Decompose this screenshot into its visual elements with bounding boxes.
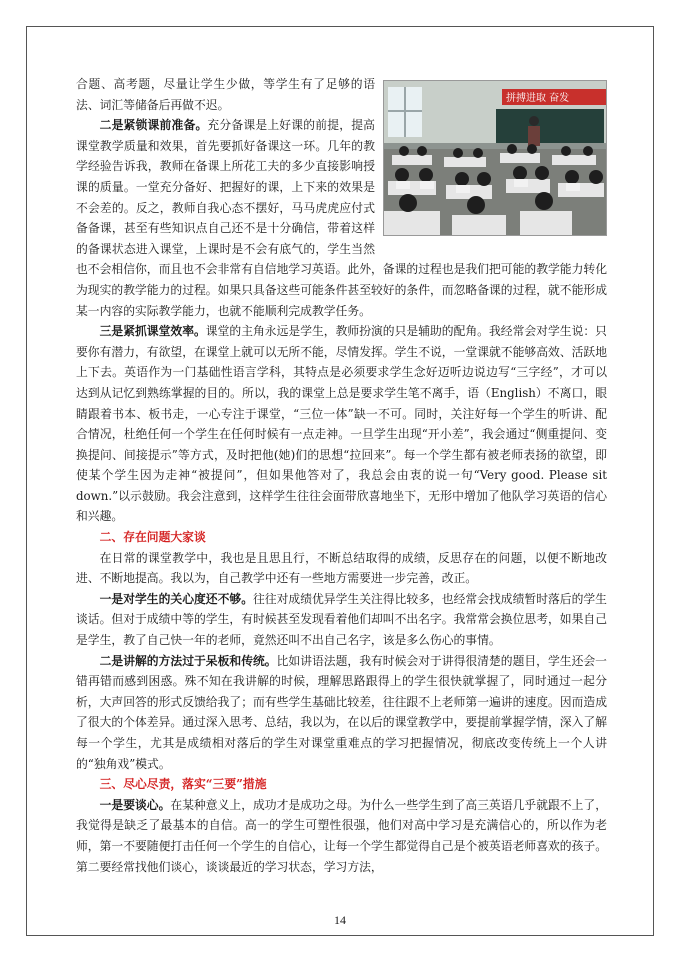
classroom-photo [383,80,607,236]
paragraph-lead: 一是对学生的关心度还不够。 [99,591,253,606]
paragraph-7: 一是要谈心。在某种意义上，成功才是成功之母。为什么一些学生到了高三英语几乎就跟不上了，我觉得是缺乏了最基本的自信。高一的学生可塑性很强，他们对高中学习是充满信心的，所以作为老师，第一不要随便打击任何一个学生的自信心，让每一个学生都觉得自己是个被英语老师喜欢的孩子。第二要经常找他们谈心，谈谈最近的学习状态，学习方法， [76,797,607,874]
section-heading-2: 二、存在问题大家谈 [99,530,206,545]
paragraph-lead: 二是讲解的方法过于呆板和传统。 [99,653,277,668]
paragraph-2: 二是紧锁课前准备。充分备课是上好课的前提，提高课堂教学质量和效果，首先要抓好备课这一环。几年的教学经验告诉我，教师在备课上所花工夫的多少直接影响授课的质量。一堂充分备好、把握好的课，上下来的效果是不会差的。反之，教师自我心态不摆好，马马虎虎应付式备备课，甚至有些知识点自己还不是十分确信，带着这样的备课状态进入课堂，上课时是不会有底气的，学生当然也不会相信你，而且也不会非常有自信地学习英语。此外，备课的过程也是我们把可能的教学能力转化为现实的教学能力的过程。如果只具备这些可能条件甚至较好的条件，而忽略备课的过程，就不能形成某一内容的实际教学能力，也就不能顺利完成教学任务。 [76,118,607,318]
section-heading-3: 三、尽心尽责，落实“三要”措施 [99,777,267,792]
paragraph-lead: 三是紧抓课堂效率。 [99,324,206,339]
paragraph-5: 一是对学生的关心度还不够。往往对成绩优异学生关注得比较多，也经常会找成绩暂时落后的学生谈话。但对于成绩中等的学生，有时候甚至发现看着他们却叫不出名字。我常常会换位思考，如果自己是学生，教了自己快一年的老师，竟然还叫不出自己名字，该是多么伤心的事情。 [76,591,607,648]
banner-text: 拼搏进取 奋发 [506,93,570,104]
paragraph-6: 二是讲解的方法过于呆板和传统。比如讲语法题，我有时候会对于讲得很清楚的题目，学生还会一错再错而感到困惑。殊不知在我讲解的时候，理解思路跟得上的学生很快就掌握了，同时通过一起分析，大声回答的形式反馈给我了；而有些学生基础比较差，往往跟不上老师第一遍讲的速度。因而造成了很大的个体差异。通过深入思考、总结，我以为，在以后的课堂教学中，要提前掌握学情，深入了解每一个学生，尤其是成绩相对落后的学生对课堂重难点的学习把握情况，彻底改变传统上一个人讲的“独角戏”模式。 [76,653,607,771]
paragraph-lead: 二是紧锁课前准备。 [99,118,208,133]
paragraph-1: 合题、高考题，尽量让学生少做，等学生有了足够的语法、词汇等储备后再做不迟。 [76,77,375,112]
paragraph-lead: 一是要谈心。 [99,797,171,812]
article-body [76,74,607,877]
paragraph-3: 三是紧抓课堂效率。课堂的主角永远是学生，教师扮演的只是辅助的配角。我经常会对学生说：只要你有潜力，有欲望，在课堂上就可以无所不能，尽情发挥。学生不说，一堂课就不能够高效、活跃地上下去。英语作为一门基础性语言学科，其特点是必须要求学生念好迈听边说边写“三字经”，才可以达到从记忆到熟练掌握的目的。所以，我的课堂上总是要求学生笔不离手，语（English）不离口，眼睛跟着书本、板书走，一心专注于课堂，“三位一体”缺一不可。同时，关注好每一个学生的听讲、配合情况，杜绝任何一个学生在任何时候有一点走神。一旦学生出现“开小差”，我会通过“侧重提问、变换提问、间接提示”等方式，及时把他(她)们的思想“拉回来”。每一个学生都有被老师表扬的欲望，即使某个学生因为走神“被提问”，但如果他答对了，我总会由衷的说一句“Very good. Please sit down.”以示鼓励。我会注意到，这样学生往往会面带欣喜地坐下，无形中增加了他队学习英语的信心和兴趣。 [76,324,607,524]
paragraph-4: 在日常的课堂教学中，我也是且思且行，不断总结取得的成绩，反思存在的问题，以便不断地改进、不断地提高。我以为，自己教学中还有一些地方需要进一步完善，改正。 [76,550,607,586]
classroom-photo-illustration [384,81,606,235]
page-number: 14 [334,913,346,927]
